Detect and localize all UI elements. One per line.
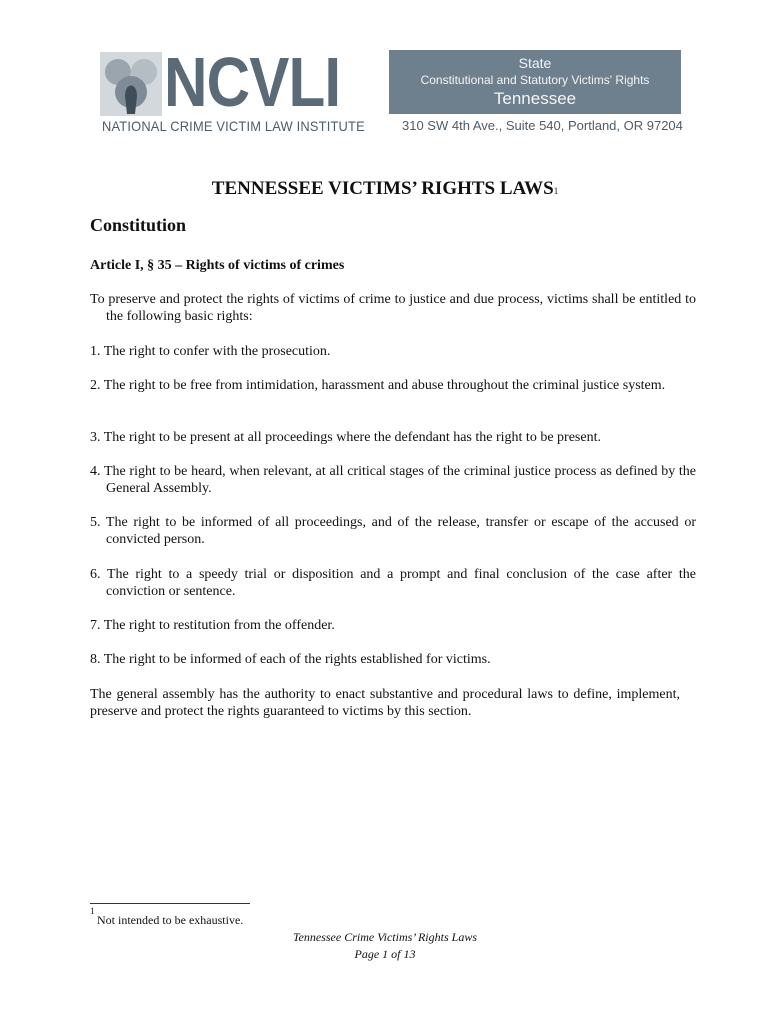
right-item-7: 7. The right to restitution from the offender. [90, 618, 335, 633]
right-item-8: 8. The right to be informed of each of the rights established for victims. [90, 652, 491, 667]
footnote-number: 1 [90, 906, 95, 916]
right-item-4: 4. The right to be heard, when relevant, at all critical stages of the criminal justice process as defined by the General Assembly. [90, 464, 696, 496]
right-item-5: 5. The right to be informed of all proceedings, and of the release, transfer or escape of the accused or convicted person. [90, 515, 696, 547]
document-title-text: TENNESSEE VICTIMS’ RIGHTS LAWS [211, 178, 554, 199]
footnote-text: Not intended to be exhaustive. [97, 913, 244, 927]
right-item-1: 1. The right to confer with the prosecution. [90, 344, 331, 359]
org-name: NATIONAL CRIME VICTIM LAW INSTITUTE [102, 118, 365, 134]
title-footnote-ref[interactable]: 1 [553, 186, 559, 196]
ncvli-emblem-icon [100, 52, 162, 116]
letterhead [100, 43, 683, 138]
banner-state-label: State [518, 55, 552, 71]
document-title [0, 178, 770, 200]
state-rights-banner [389, 50, 681, 114]
footer-doc-name: Tennessee Crime Victims’ Rights Laws [292, 930, 477, 944]
right-item-3: 3. The right to be present at all proceedings where the defendant has the right to be present. [90, 430, 601, 445]
article-heading: Article I, § 35 – Rights of victims of crimes [90, 258, 345, 273]
footnote-divider [90, 903, 250, 904]
section-heading: Constitution [90, 215, 187, 235]
banner-subtitle: Constitutional and Statutory Victims' Rights [420, 73, 650, 87]
right-item-2: 2. The right to be free from intimidation, harassment and abuse throughout the criminal justice system. [90, 378, 666, 393]
footer-page-number: Page 1 of 13 [354, 947, 416, 961]
right-item-6: 6. The right to a speedy trial or disposition and a prompt and final conclusion of the case after the conviction or sentence. [90, 567, 696, 599]
intro-paragraph: To preserve and protect the rights of victims of crime to justice and due process, victims shall be entitled to the following basic rights: [90, 292, 696, 324]
closing-paragraph: The general assembly has the authority to enact substantive and procedural laws to define, implement, preserve and protect the rights guaranteed to victims by this section. [90, 687, 680, 719]
ncvli-logo-text: NCVLI [164, 43, 341, 121]
banner-state-name: Tennessee [493, 89, 577, 108]
org-address: 310 SW 4th Ave., Suite 540, Portland, OR 97204 [402, 118, 683, 133]
